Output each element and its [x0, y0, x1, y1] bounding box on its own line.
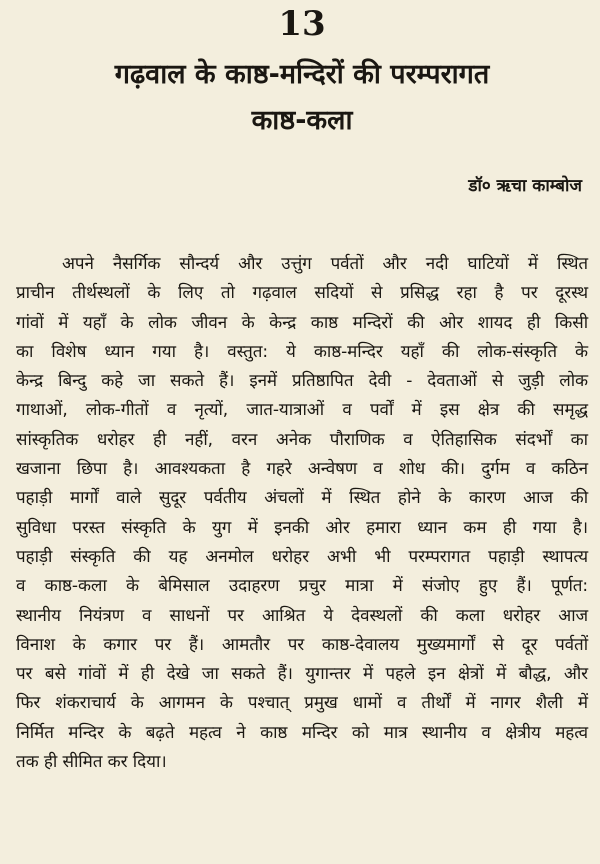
author-name: डॉ० ऋचा काम्बोज [468, 176, 582, 196]
paragraph-line: का विशेष ध्यान गया है। वस्तुत: ये काष्ठ-मन्दिर यहाँ की लोक-संस्कृति के [16, 341, 588, 362]
body-paragraph [16, 250, 588, 777]
paragraph-line: पर बसे गांवों में ही देखे जा सकते हैं। युगान्तर में पहले इन क्षेत्रों में बौद्ध, और [16, 664, 588, 685]
paragraph-line: स्थानीय नियंत्रण व साधनों पर आश्रित ये देवस्थलों की कला धरोहर आज [16, 605, 588, 626]
chapter-number: 13 [278, 4, 326, 44]
chapter-title-line-1: गढ़वाल के काष्ठ-मन्दिरों की परम्परागत [114, 59, 490, 90]
paragraph-line: व काष्ठ-कला के बेमिसाल उदाहरण प्रचुर मात्रा में संजोए हुए हैं। पूर्णत: [16, 576, 588, 597]
paragraph-line: अपने नैसर्गिक सौन्दर्य और उत्तुंग पर्वतों और नदी घाटियों में स्थित [62, 254, 588, 274]
paragraph-line: प्राचीन तीर्थस्थलों के लिए तो गढ़वाल सदियों से प्रसिद्ध रहा है पर दूरस्थ [16, 283, 588, 304]
paragraph-line: पहाड़ी मार्गों वाले सुदूर पर्वतीय अंचलों में स्थित होने के कारण आज की [16, 488, 588, 509]
paragraph-line: निर्मित मन्दिर के बढ़ते महत्व ने काष्ठ मन्दिर को मात्र स्थानीय व क्षेत्रीय महत्व [16, 722, 588, 743]
paragraph-line: पहाड़ी संस्कृति की यह अनमोल धरोहर अभी भी परम्परागत पहाड़ी स्थापत्य [16, 546, 588, 567]
paragraph-line: खजाना छिपा है। आवश्यकता है गहरे अन्वेषण व शोध की। दुर्गम व कठिन [16, 459, 588, 480]
paragraph-line: फिर शंकराचार्य के आगमन के पश्चात् प्रमुख धामों व तीर्थों में नागर शैली में [16, 693, 588, 714]
chapter-title-line-2: काष्ठ-कला [251, 105, 353, 136]
paragraph-line: गाथाओं, लोक-गीतों व नृत्यों, जात-यात्राओं व पर्वों में इस क्षेत्र की समृद्ध [16, 400, 588, 421]
paragraph-line: विनाश के कगार पर हैं। आमतौर पर काष्ठ-देवालय मुख्यमार्गों से दूर पर्वतों [16, 634, 588, 655]
paragraph-line: सांस्कृतिक धरोहर ही नहीं, वरन अनेक पौराणिक व ऐतिहासिक संदर्भों का [16, 429, 588, 450]
paragraph-line: तक ही सीमित कर दिया। [16, 752, 167, 773]
paragraph-line: गांवों में यहाँ के लोक जीवन के केन्द्र काष्ठ मन्दिरों की ओर शायद ही किसी [16, 312, 588, 333]
chapter-title [16, 52, 588, 144]
paragraph-line: सुविधा परस्त संस्कृति के युग में इनकी ओर हमारा ध्यान कम ही गया है। [16, 517, 588, 538]
paragraph-line: केन्द्र बिन्दु कहे जा सकते हैं। इनमें प्रतिष्ठापित देवी - देवताओं से जुड़ी लोक [16, 371, 588, 392]
